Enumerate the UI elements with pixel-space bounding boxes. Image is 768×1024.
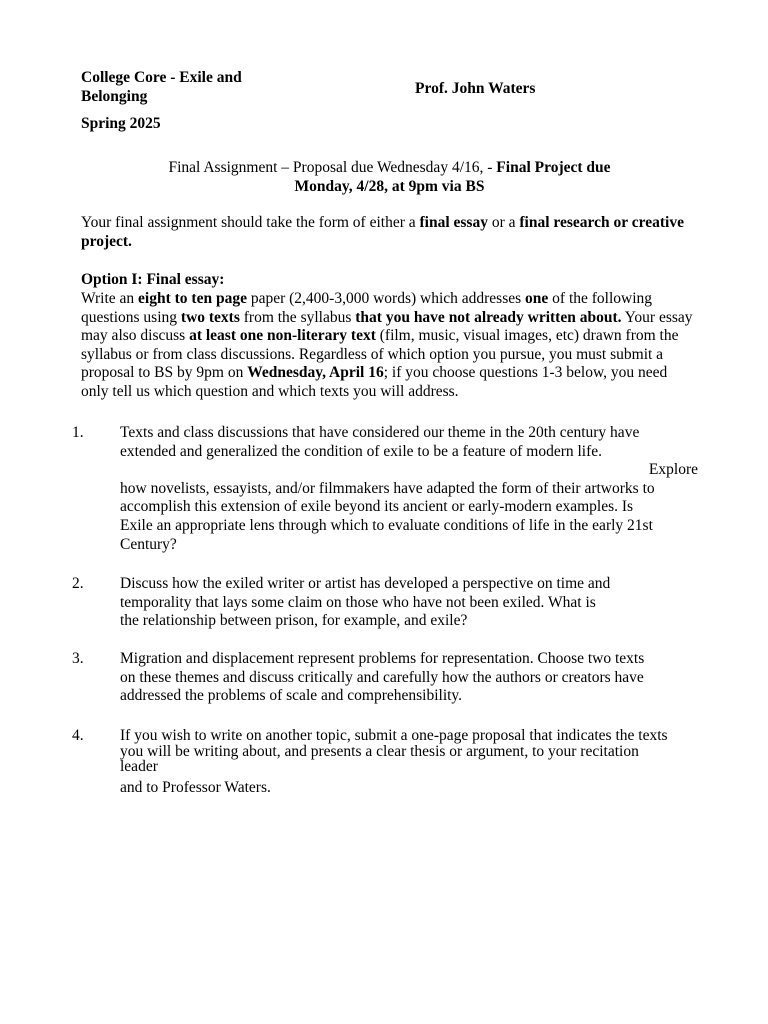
intro-text-1: Your final assignment should take the form of either a [81,214,420,231]
option-bold-6: Wednesday, April 16 [247,364,384,382]
option-bold-2: one [525,290,549,307]
question-line: Century? [120,535,177,553]
option-text-2: paper (2,400-3,000 words) which addresses [246,290,526,307]
question-line: on these themes and discuss critically and carefully how the authors or creators have [120,668,644,686]
question-2-text [120,575,698,631]
question-line: temporality that lays some claim on those who have not been exiled. What is [120,593,596,611]
question-1-text [120,424,698,554]
option-bold-1: eight to ten page [138,290,247,307]
question-line: the relationship between prison, for example, and exile? [120,612,468,630]
question-line: leader [120,758,158,776]
assignment-title-due-date: Monday, 4/28, at 9pm via BS [294,177,485,195]
question-3-text [120,650,698,706]
option-heading: Option I: Final essay: [81,271,225,288]
question-line: If you wish to write on another topic, submit a one-page proposal that indicates the texts [120,727,668,744]
assignment-title [81,159,698,196]
course-title: College Core - Exile and Belonging [81,69,242,105]
intro-paragraph [81,214,698,251]
assignment-title-part1: Final Assignment – Proposal due Wednesday 4/16, - [168,159,497,176]
question-line: accomplish this extension of exile beyond its ancient or early-modern examples. Is [120,498,634,516]
question-number: 4. [72,727,84,744]
professor-name: Prof. John Waters [415,80,536,97]
option-text-1: Write an [81,290,139,307]
question-line: Explore [648,461,698,479]
option-text-7: ; if you choose questions 1-3 below, you need only tell us which question and which texts you will address. [81,364,668,400]
option-bold-5: at least one non-literary text [189,327,376,345]
question-line: Texts and class discussions that have considered our theme in the 20th century have [120,424,640,441]
option-paragraph [81,290,698,402]
question-number: 1. [72,424,84,441]
intro-final-essay: final essay [419,214,488,231]
option-bold-3: two texts [180,308,240,326]
term: Spring 2025 [81,115,161,132]
option-text-5: Your essay may also discuss [81,308,693,345]
question-line: you will be writing about, and presents a clear thesis or argument, to your recitation [120,742,639,760]
question-line: addressed the problems of scale and comprehensibility. [120,687,463,705]
intro-final-project: final research or creative project. [81,214,684,250]
question-line: and to Professor Waters. [120,778,271,796]
option-text-6: (film, music, visual images, etc) drawn from the syllabus or from class discussions. Regardless of which option you pursue, you must submit a proposal to BS by 9pm on [81,327,679,382]
question-line: Discuss how the exiled writer or artist has developed a perspective on time and [120,575,611,592]
assignment-title-final-project: Final Project due [496,159,611,176]
option-text-4: from the syllabus [239,308,356,326]
question-line: Exile an appropriate lens through which to evaluate conditions of life in the early 21st [120,516,653,534]
intro-text-2: or a [487,214,520,231]
question-line: extended and generalized the condition of exile to be a feature of modern life. [120,442,603,460]
question-number: 3. [72,650,84,667]
question-4-text [120,727,698,797]
option-text-3: of the following questions using [81,290,653,326]
question-line: how novelists, essayists, and/or filmmakers have adapted the form of their artworks to [120,479,655,497]
question-number: 2. [72,575,84,592]
option-bold-4: that you have not already written about. [355,308,622,326]
question-line: Migration and displacement represent problems for representation. Choose two texts [120,650,645,667]
